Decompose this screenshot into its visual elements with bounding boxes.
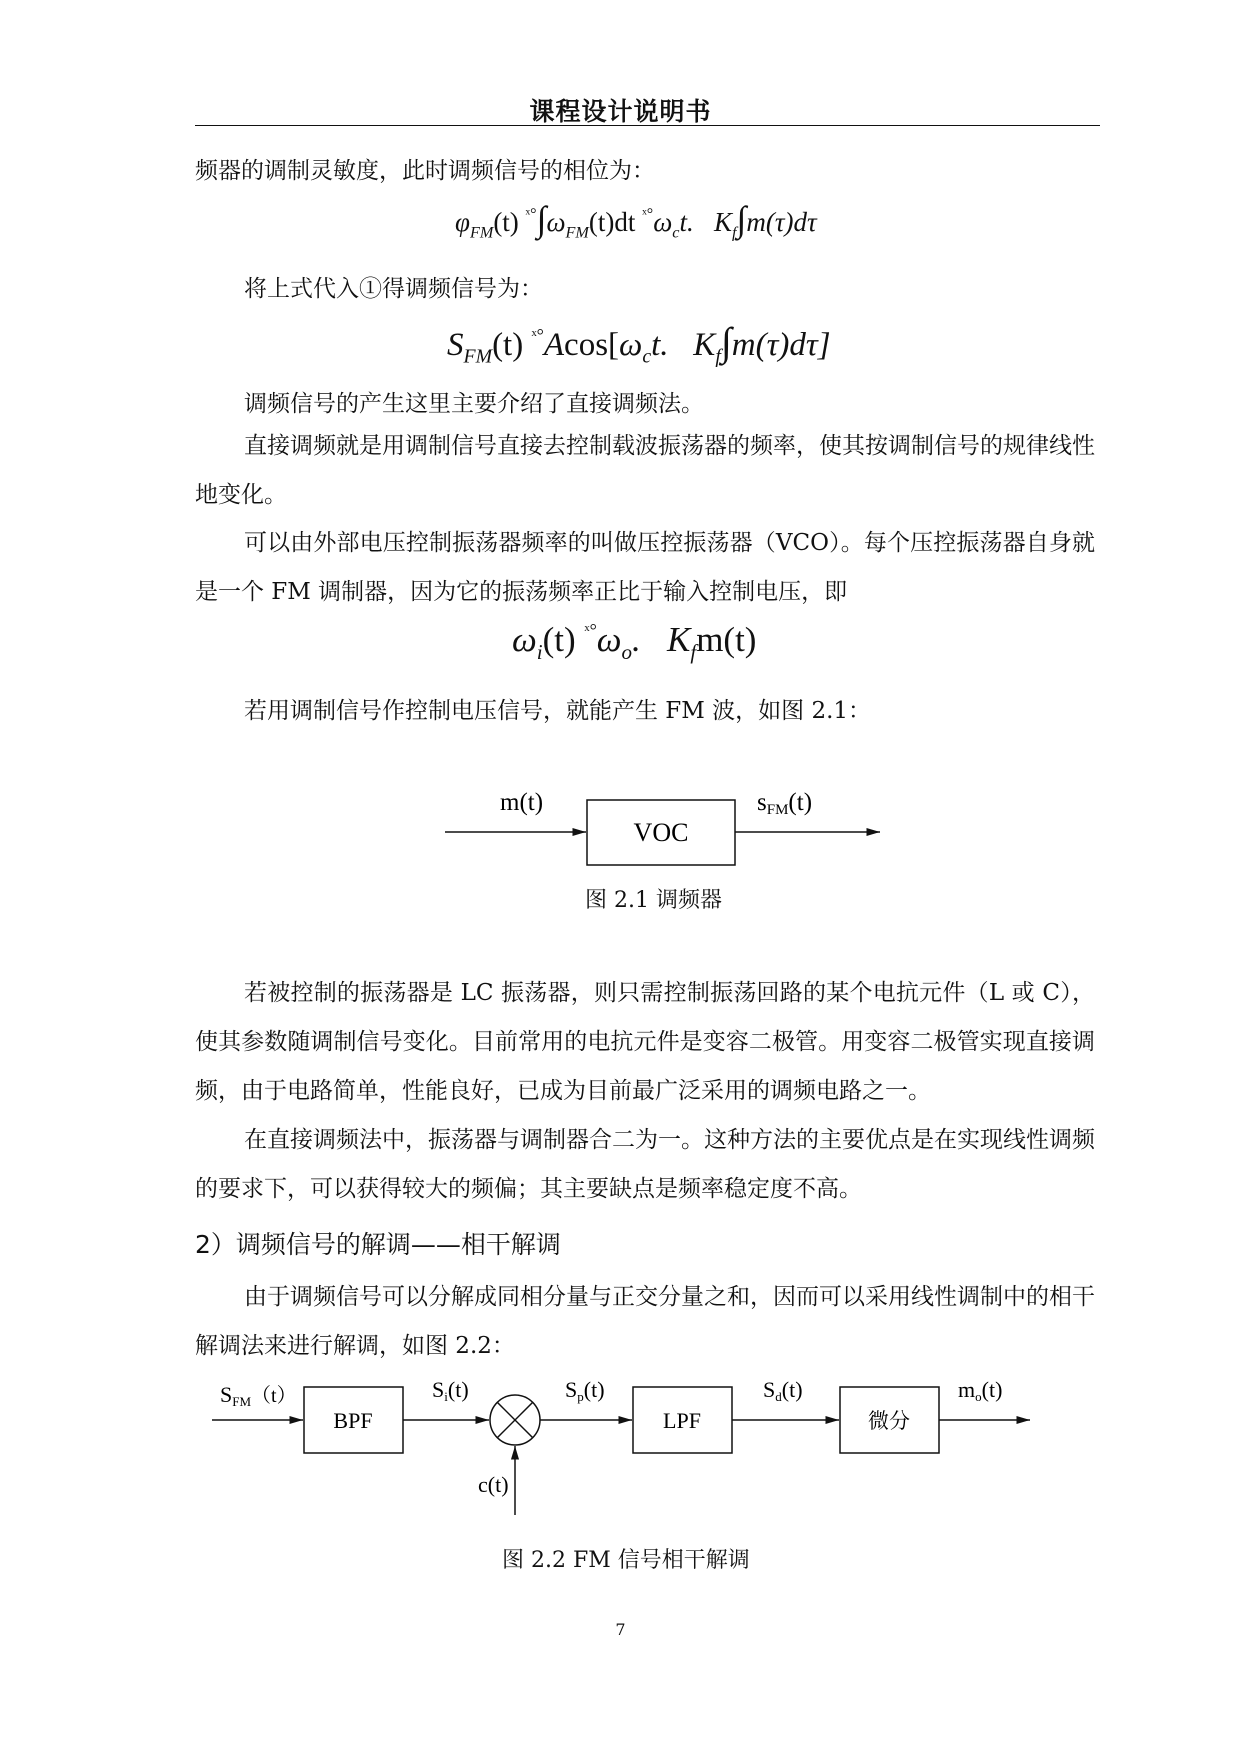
figure-2-2-caption: 图 2.2 FM 信号相干解调 [502, 1548, 750, 1573]
fig2-bpf-label: BPF [333, 1408, 373, 1433]
fig2-si-label: Si(t) [432, 1377, 469, 1404]
fig2-lpf-label: LPF [663, 1408, 701, 1433]
paragraph-4: 直接调频就是用调制信号直接去控制载波振荡器的频率，使其按调制信号的规律线性地变化。 [195, 433, 1095, 508]
paragraph-2: 将上式代入①得调频信号为： [244, 276, 543, 302]
figure-2-1-diagram [0, 770, 1241, 890]
paragraph-7: 若被控制的振荡器是 LC 振荡器，则只需控制振荡回路的某个电抗元件（L 或 C），使其参数随调制信号变化。目前常用的电抗元件是变容二极管。用变容二极管实现直接调频，由于电路简单，性能良好，已成为目前最广泛采用的调频电路之一。 [195, 980, 1095, 1104]
section-heading-demodulation: 2）调频信号的解调——相干解调 [195, 1230, 561, 1259]
header-rule [195, 125, 1100, 126]
figure-2-1-caption: 图 2.1 调频器 [585, 888, 722, 913]
equation-fm-signal: $S_{FM}(t)$ $^{ˣ^\circ}Acos[\omega_ct$. $K_f\int m(\tau)d\tau$] [447, 319, 831, 368]
fig2-diff-label: 微分 [868, 1409, 910, 1433]
equation-vco: $\omega_i(t)$ $^{ˣ^\circ}\omega_o$. $K_fm(t)$ [512, 620, 757, 664]
page-header-title: 课程设计说明书 [529, 97, 712, 126]
paragraph-3: 调频信号的产生这里主要介绍了直接调频法。 [244, 391, 704, 417]
fig2-input-label: SFM（t） [220, 1382, 297, 1409]
fig2-sd-label: Sd(t) [763, 1377, 803, 1404]
paragraph-8: 在直接调频法中，振荡器与调制器合二为一。这种方法的主要优点是在实现线性调频的要求下，可以获得较大的频偏；其主要缺点是频率稳定度不高。 [195, 1127, 1095, 1202]
page-number: 7 [615, 1620, 626, 1639]
fig1-input-label: m(t) [500, 789, 544, 816]
paragraph-6: 若用调制信号作控制电压信号，就能产生 FM 波，如图 2.1： [244, 698, 872, 724]
fig2-sp-label: Sp(t) [565, 1377, 605, 1404]
paragraph-1: 频器的调制灵敏度，此时调频信号的相位为： [195, 158, 655, 184]
fig1-output-label: sFM(t) [757, 789, 813, 818]
fig2-output-label: mo(t) [958, 1377, 1003, 1404]
paragraph-5: 可以由外部电压控制振荡器频率的叫做压控振荡器（VCO）。每个压控振荡器自身就是一个 FM 调制器，因为它的振荡频率正比于输入控制电压，即 [195, 530, 1095, 605]
paragraph-9: 由于调频信号可以分解成同相分量与正交分量之和，因而可以采用线性调制中的相干解调法来进行解调，如图 2.2： [195, 1284, 1095, 1359]
fig2-carrier-label: c(t) [478, 1472, 509, 1497]
equation-phase: $\varphi_{FM}(t)$ $^{ˣ^\circ}\int\omega_{FM}(t)dt$ $^{ˣ^\circ}\omega_ct$. $K_f\int m(\tau)d\tau$ [455, 199, 817, 242]
fig1-voc-label: VOC [633, 818, 689, 847]
figure-2-2-diagram [0, 1370, 1241, 1530]
